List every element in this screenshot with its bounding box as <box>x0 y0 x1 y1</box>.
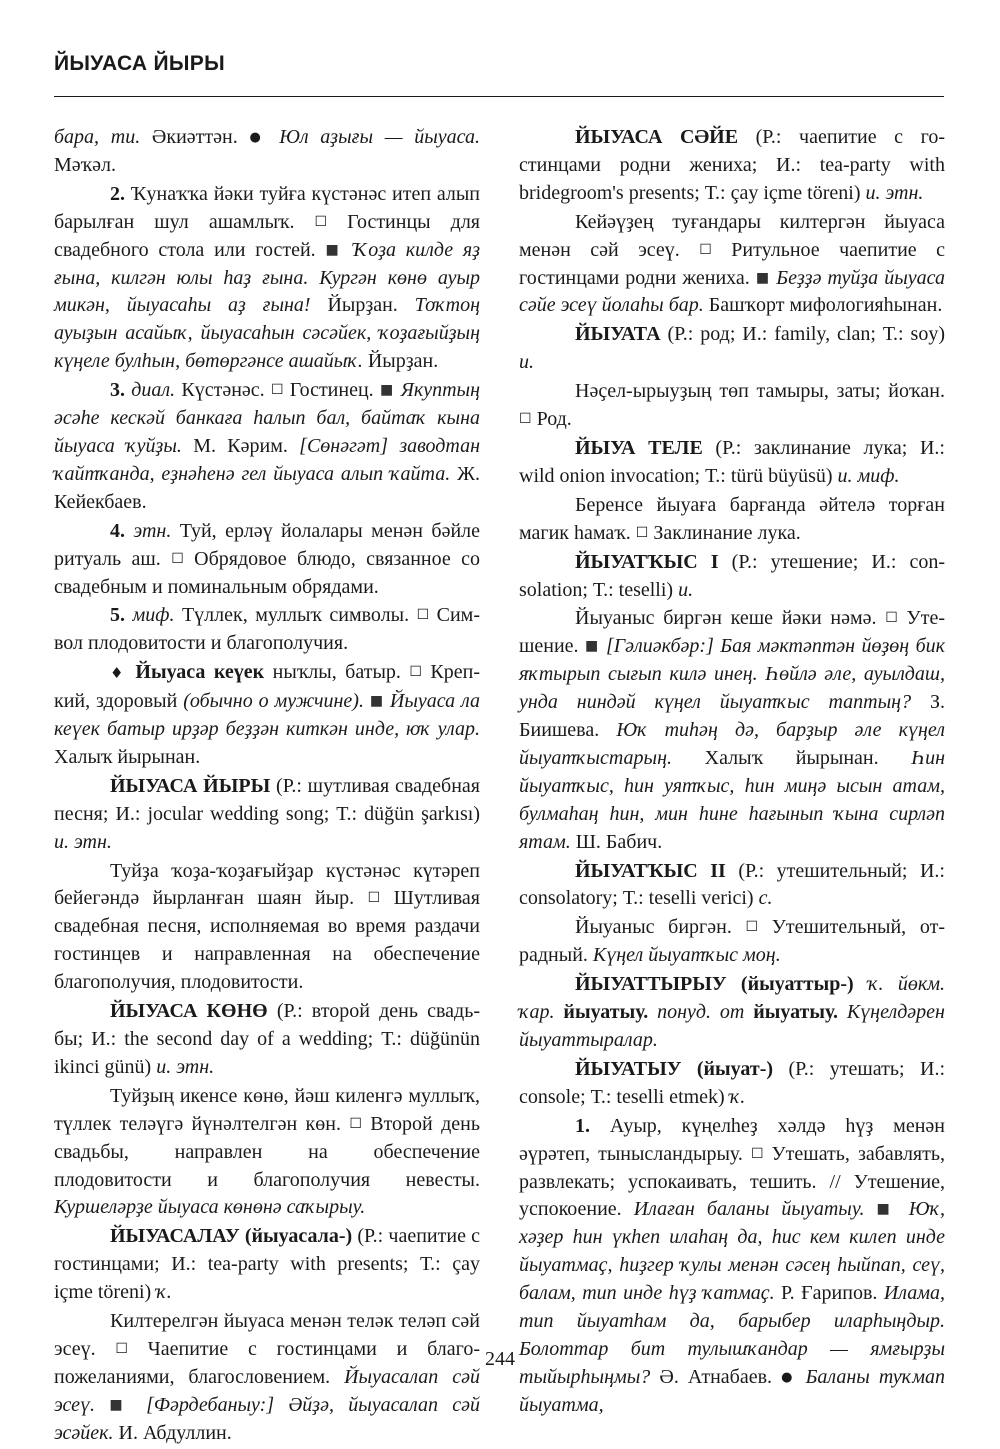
translation-marker-icon: ☐ <box>416 607 430 624</box>
translation-marker-icon: ☐ <box>519 411 532 428</box>
entry-head-yiuasa-saye: ЙЫУАСА СӘЙЕ (Р.: чаепитие с гостинцами родни жениха; И.: tea-party with bridegroom's presents; Т.: çay içme töreni) и. этн. <box>519 126 945 204</box>
headword: ЙЫУАСА СӘЙЕ <box>575 126 739 148</box>
entry-head-yiuatkys-1: ЙЫУАТҠЫС I (Р.: утешение; И.: consolation; Т.: teselli) и. <box>519 550 945 601</box>
headword: ЙЫУАТА <box>575 323 661 346</box>
headword: ЙЫУАТТЫРЫУ (йыуаттыр-) <box>575 973 854 996</box>
headword: ЙЫУА ТЕЛЕ <box>575 436 703 459</box>
translation-marker-icon: ☐ <box>349 1115 362 1132</box>
translation-marker-icon: ☐ <box>171 550 184 567</box>
entry-head-yiuatyu: ЙЫУАТЫУ (йыуат-) (Р.: утешать; И.: console; Т.: teselli etmek) ҡ. <box>519 1057 945 1108</box>
example-marker-icon: ■ <box>379 382 395 399</box>
entry-definition: Кейәүҙең туғандары килтергән йыуаса менән сәй эсеү. ☐ Ритульное чаепитие с гостинцами родни жениха. ■ Беҙҙә туйҙа йыуаса сәйе эсеү йолаһы бар. Башҡорт мифологияһынан. <box>519 210 946 317</box>
entry-definition: Нәҫел-ырыуҙың төп тамыры, заты; йоҡан. ☐ Род. <box>519 380 945 431</box>
sense-1: 1. Ауыр, күңелһеҙ хәлдә һүҙ менән әүрәтеп, тынысландырыу. ☐ Утешать, забавлять, развлекать; успокаивать, тешить. // Утешение, успокоение. Илаған баланы йыуатыу. ■ Юҡ, хәҙер һин үкһеп илаһаң да, һис кем килеп инде йыуатмаҫ, һиҙгер ҡулы менән сәсең һыйпап, сеү, балам, тип инде һүҙ ҡатмаҫ. Р. Ғарипов. Илама, тип йыуатһам да, барыбер иларһыңдыр. Болоттар бит тулышҡандар — ямғырҙы тыйырһыңмы? Ә. Атнабаев. ● Баланы туҡмап йыуатма, <box>519 1114 946 1416</box>
example-marker-icon: ■ <box>325 241 344 258</box>
entry-definition: Йыуаныс биргән кеше йәки нәмә. ☐ Утешение. ■ [Гәлиәкбәр:] Бая мәктәптән йөҙөң бик яҡтырып сығып килә инең. Һөйлә әле, ауылдаш, унда ниндәй күңел йыуатҡыс таптың? З. Биишева. Юҡ тиһәң дә, барҙыр әле күңел йыуатҡыстарың. Халыҡ йырынан. Һин йыуатҡыс, һин уятҡыс, һин миңә ысын атам, булмаһаң һин, мин һине һағынып ҡына сирләп ятам. Ш. Бабич. <box>519 607 946 853</box>
entry-head-yiuasalau: ЙЫУАСАЛАУ (йыуасала-) (Р.: чаепитие с гостинцами; И.: tea-party with presents; Т.: çay içme töreni) ҡ. <box>54 1225 481 1304</box>
entry-head-yiuatkys-2: ЙЫУАТҠЫС II (Р.: утешительный; И.: consolatory; Т.: teselli verici) с. <box>519 859 945 910</box>
entry-definition: Беренсе йыуаға барғанда әйтелә торған магик һамаҡ. ☐ Заклинание лука. <box>519 493 945 544</box>
sense-3: 3. диал. Күстәнәс. ☐ Гостинец. ■ Якуптың әсәһе кескәй банкаға һалып бал, байтаҡ кына йыуаса ҡуйҙы. М. Кәрим. [Сөнәгәт] заводтан ҡайтҡанда, еҙнәһенә гел йыуаса алып ҡайта. Ж. Кейекбаев. <box>54 379 480 513</box>
bullet-icon: ● <box>249 130 268 145</box>
header-rule <box>54 96 944 97</box>
headword: ЙЫУАТҠЫС I <box>575 550 719 573</box>
sense-2: 2. Ҡунаҡҡа йәки туйға күстәнәс итеп алып барылған шул ашамлыҡ. ☐ Гостинцы для свадебного стола или гостей. ■ Ҡоҙа килде яҙ ғына, килгән юлы һаҙ ғына. Кургән көнө ауыр микән, йыуасаһы аҙ ғына! Йырҙан. Тоҡтоң ауыҙын асайыҡ, йыуасаһын сәсәйек, ҡоҙағыйҙың күңеле булһын, бөтөргәнсе ашайыҡ. Йырҙан. <box>54 182 480 373</box>
headword: ЙЫУАСАЛАУ (йыуасала-) <box>110 1225 353 1248</box>
page-number: 244 <box>485 1348 515 1370</box>
entry-head-yiuasa-yiry: ЙЫУАСА ЙЫРЫ (Р.: шутливая свадебная песня; И.: jocular wedding song; Т.: düğün şarkısı) и. этн. <box>54 774 480 853</box>
translation-marker-icon: ☐ <box>409 664 422 681</box>
entry-definition: Туйҙың икенсе көнө, йәш киленгә муллыҡ, түллек теләүгә йүнәлтелгән көн. ☐ Второй день свадьбы, направлен на обеспечение плодовитости и благополучия невесты. Куршеләрҙе йыуаса көнөнә саҡырыу. <box>54 1084 480 1219</box>
bullet-icon: ● <box>781 1369 797 1385</box>
headword: ЙЫУАСА ЙЫРЫ <box>110 774 271 797</box>
translation-marker-icon: ☐ <box>635 524 649 541</box>
right-column <box>519 124 945 1421</box>
headword: ЙЫУАТҠЫС II <box>575 859 726 882</box>
entry-head-yiuata: ЙЫУАТА (Р.: род; И.: family, clan; Т.: soy) и. <box>519 323 945 374</box>
example-marker-icon: ■ <box>876 1201 897 1218</box>
sense-4: 4. этн. Туй, ерләү йолалары менән бәйле ритуаль аш. ☐ Обрядовое блюдо, связанное со свадебным и поминальным обрядами. <box>54 519 481 598</box>
entry-definition: Килтерелгән йыуаса менән теләк теләп сәй эсеү. ☐ Чаепитие с гостинцами и благопожеланиями, благословением. Йыуасалап сәй эсеү. ■ [Фәрдебаныу:] Әйҙә, йыуасалап сәй эсәйек. И. Абдуллин. <box>54 1310 481 1444</box>
headword: ЙЫУАТЫУ (йыуат-) <box>575 1057 774 1080</box>
entry-head-yiuasa-kone: ЙЫУАСА КӨНӨ (Р.: второй день свадьбы; И.: the second day of a wedding; Т.: düğünün ikinci günü) и. этн. <box>54 1000 480 1078</box>
running-header: ЙЫУАСА ЙЫРЫ <box>54 52 225 75</box>
translation-marker-icon: ☐ <box>885 610 898 627</box>
headword: ЙЫУАСА КӨНӨ <box>110 1000 268 1023</box>
sense-5: 5. миф. Түллек, муллыҡ символы. ☐ Символ плодовитости и благополучия. <box>54 604 481 655</box>
sense-continuation: бара, ти. Әкиәттән. ● Юл аҙығы — йыуаса. Мәҡәл. <box>54 126 480 176</box>
translation-marker-icon: ☐ <box>750 1145 764 1162</box>
idiom-diamond-icon: ♦ <box>110 664 127 683</box>
translation-marker-icon: ☐ <box>314 213 328 230</box>
example-marker-icon: ■ <box>584 638 600 655</box>
translation-marker-icon: ☐ <box>115 1340 128 1357</box>
translation-marker-icon: ☐ <box>367 890 381 907</box>
idiom: ♦ Йыуаса кеүек ныҡлы, батыр. ☐ Крепкий, здоровый (обычно о мужчине). ■ Йыуаса ла кеүек батыр ирҙәр беҙҙән киткән инде, юҡ улар. Халыҡ йырынан. <box>54 661 481 768</box>
translation-marker-icon: ☐ <box>745 919 759 936</box>
entry-definition: Туйҙа ҡоҙа-ҡоҙағыйҙар күстәнәс күтәреп бейегәндә йырланған шаян йыр. ☐ Шутливая свадебная песня, исполняемая во время раздачи гостинцев и направленная на обеспечение благополучия, плодовитости. <box>54 859 481 994</box>
entry-definition: Йыуаныс биргән. ☐ Утешительный, отрадный. Күңел йыуатҡыс моң. <box>519 916 945 967</box>
entry-head-yiua-tele: ЙЫУА ТЕЛЕ (Р.: заклинание лука; И.: wild onion invocation; Т.: türü büyüsü) и. миф. <box>519 436 945 487</box>
left-column <box>54 124 480 1449</box>
example-marker-icon: ■ <box>369 693 385 710</box>
translation-marker-icon: ☐ <box>270 382 284 399</box>
entry-head-yiuattyryu: ЙЫУАТТЫРЫУ (йыуаттыр-) ҡ. йөкм. ҡар. йыуатыу. понуд. от йыуатыу. Күңелдәрен йыуаттыралар. <box>519 973 945 1051</box>
example-marker-icon: ■ <box>755 269 771 286</box>
translation-marker-icon: ☐ <box>699 241 712 258</box>
example-marker-icon: ■ <box>109 1396 132 1413</box>
